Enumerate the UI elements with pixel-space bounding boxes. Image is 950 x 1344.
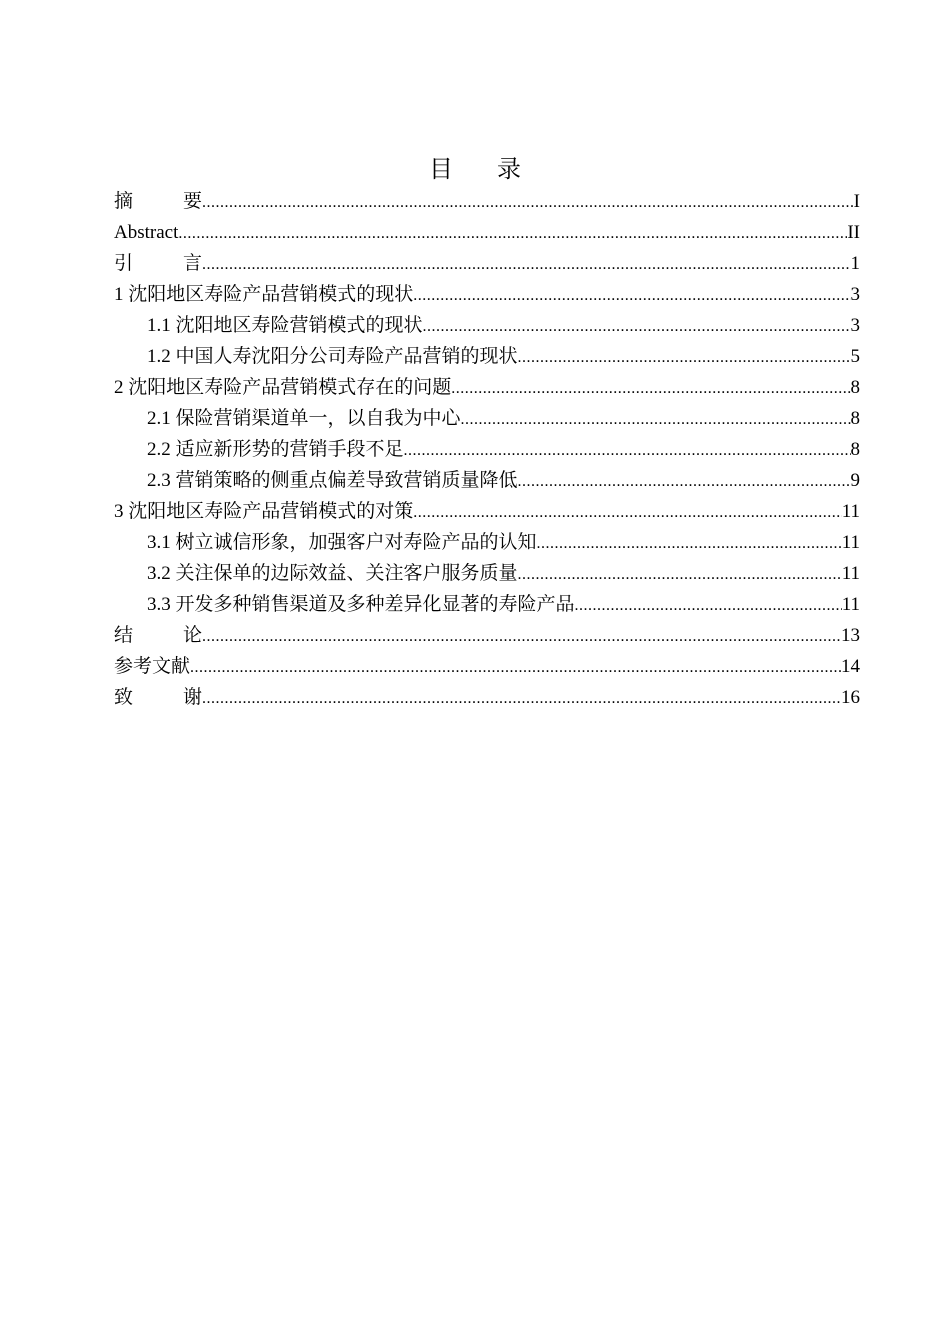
toc-entry-label: 结 论 (114, 625, 202, 646)
toc-leader-dots (537, 528, 842, 558)
toc-entry-chapter-2[interactable] (114, 372, 860, 403)
toc-leader-dots (518, 342, 851, 372)
toc-leader-dots (518, 466, 851, 496)
toc-entry-page: 8 (850, 377, 860, 398)
toc-entry-abstract-en[interactable] (114, 217, 860, 248)
toc-entry-label: 引 言 (114, 253, 202, 274)
toc-entry-page: I (853, 191, 860, 212)
toc-entry-conclusion[interactable] (114, 620, 860, 651)
toc-entry-label: 3.3 开发多种销售渠道及多种差异化显著的寿险产品 (147, 594, 575, 615)
toc-leader-dots (190, 652, 841, 682)
toc-leader-dots (575, 590, 842, 620)
toc-entry-section-3-3[interactable] (114, 589, 860, 620)
toc-leader-dots (178, 218, 847, 248)
toc-entry-page: 5 (850, 346, 860, 367)
toc-entry-page: 3 (850, 284, 860, 305)
toc-entry-label: 1.1 沈阳地区寿险营销模式的现状 (147, 315, 423, 336)
toc-entry-references[interactable] (114, 651, 860, 682)
page-title-char-1: 目 (429, 155, 453, 183)
toc-entry-chapter-3[interactable] (114, 496, 860, 527)
toc-entry-page: 8 (850, 408, 860, 429)
page-title (0, 152, 950, 186)
page-title-char-2: 录 (497, 155, 521, 183)
toc-entry-label: 3 沈阳地区寿险产品营销模式的对策 (114, 501, 414, 522)
toc-entry-introduction[interactable] (114, 248, 860, 279)
toc-entry-label: 2.1 保险营销渠道单一，以自我为中心 (147, 408, 461, 429)
toc-entry-section-1-1[interactable] (114, 310, 860, 341)
toc-entry-section-3-1[interactable] (114, 527, 860, 558)
toc-entry-section-2-2[interactable] (114, 434, 860, 465)
table-of-contents (114, 186, 860, 713)
toc-entry-label: 2.2 适应新形势的营销手段不足 (147, 439, 404, 460)
toc-entry-chapter-1[interactable] (114, 279, 860, 310)
toc-entry-label: 摘 要 (114, 191, 202, 212)
toc-entry-page: 13 (841, 625, 860, 646)
toc-entry-page: 8 (850, 439, 860, 460)
toc-entry-page: 14 (841, 656, 860, 677)
toc-leader-dots (423, 311, 851, 341)
toc-entry-label: 2.3 营销策略的侧重点偏差导致营销质量降低 (147, 470, 518, 491)
toc-leader-dots (413, 280, 850, 310)
toc-leader-dots (461, 404, 851, 434)
toc-entry-label: Abstract (114, 222, 179, 243)
toc-leader-dots (202, 187, 854, 217)
toc-entry-page: 11 (841, 532, 860, 553)
toc-leader-dots (202, 249, 851, 279)
toc-leader-dots (451, 373, 850, 403)
toc-entry-page: II (847, 222, 860, 243)
toc-entry-section-2-3[interactable] (114, 465, 860, 496)
toc-entry-label: 1.2 中国人寿沈阳分公司寿险产品营销的现状 (147, 346, 518, 367)
toc-leader-dots (413, 497, 841, 527)
toc-entry-abstract-cn[interactable] (114, 186, 860, 217)
toc-entry-section-3-2[interactable] (114, 558, 860, 589)
toc-leader-dots (202, 683, 841, 713)
toc-entry-label: 3.1 树立诚信形象，加强客户对寿险产品的认知 (147, 532, 537, 553)
toc-entry-page: 9 (850, 470, 860, 491)
toc-entry-label: 参考文献 (114, 656, 191, 677)
toc-leader-dots (404, 435, 851, 465)
toc-entry-label: 1 沈阳地区寿险产品营销模式的现状 (114, 284, 414, 305)
toc-entry-page: 3 (850, 315, 860, 336)
toc-entry-page: 11 (841, 501, 860, 522)
toc-entry-acknowledgements[interactable] (114, 682, 860, 713)
toc-leader-dots (518, 559, 842, 589)
toc-leader-dots (202, 621, 841, 651)
toc-entry-page: 11 (841, 594, 860, 615)
toc-entry-label: 致 谢 (114, 687, 202, 708)
toc-entry-page: 11 (841, 563, 860, 584)
toc-entry-page: 16 (841, 687, 860, 708)
toc-entry-page: 1 (850, 253, 860, 274)
toc-entry-section-2-1[interactable] (114, 403, 860, 434)
toc-entry-label: 3.2 关注保单的边际效益、关注客户服务质量 (147, 563, 518, 584)
toc-entry-label: 2 沈阳地区寿险产品营销模式存在的问题 (114, 377, 452, 398)
toc-entry-section-1-2[interactable] (114, 341, 860, 372)
